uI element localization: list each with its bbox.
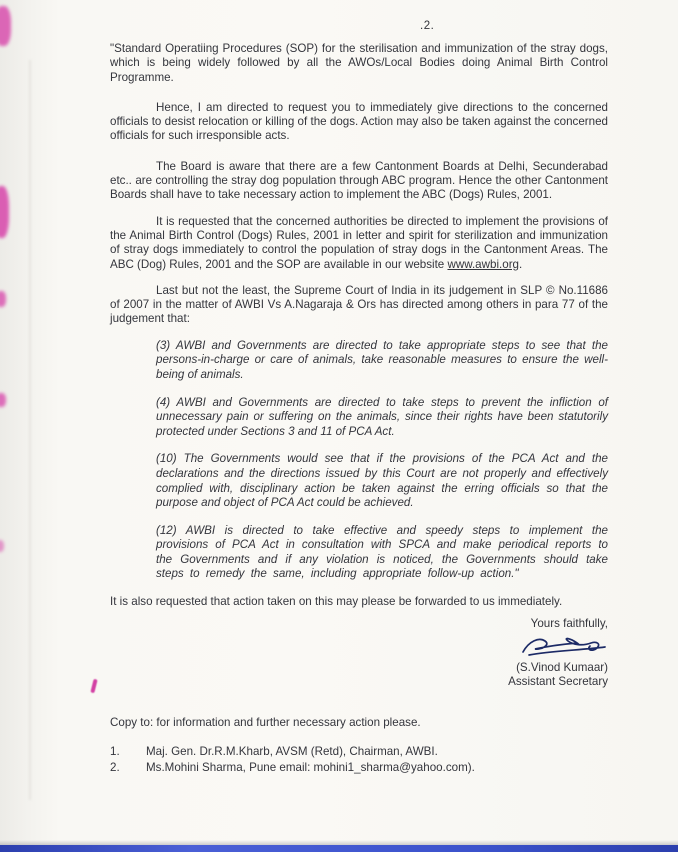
pink-pen-mark bbox=[90, 679, 97, 694]
quote-paragraph-12: (12) AWBI is directed to take effective and speedy steps to implement the provisions of PCA Act in consultation with SPCA and make periodical reports to the Governments and if any violation is noticed, the Governments should take steps to remedy the same, including appropriate follow-up action." bbox=[156, 523, 608, 581]
paragraph-sop: "Standard Operatiing Procedures (SOP) for the sterilisation and immunization of the stray dogs, which is being widely followed by all the AWOs/Local Bodies doing Animal Birth Control Programme. bbox=[110, 42, 608, 84]
pink-smudge-artifact bbox=[0, 186, 9, 238]
signatory-name: (S.Vinod Kumaar) bbox=[516, 660, 608, 674]
quote-paragraph-3: (3) AWBI and Governments are directed to take appropriate steps to see that the persons-in-charge or care of animals, take reasonable measures to ensure the well-being of animals. bbox=[156, 338, 608, 381]
scan-edge-line bbox=[29, 60, 31, 800]
paragraph-supreme-court: Last but not the least, the Supreme Court of India in its judgement in SLP © No.11686 of 2007 in the matter of AWBI Vs A.Nagaraja & Ors has directed among others in para 77 of the judgement that: bbox=[110, 283, 608, 326]
paragraph-abc-rules-text: It is requested that the concerned authorities be directed to implement the provisions of the Animal Birth Control (Dogs) Rules, 2001 in letter and spirit for sterilization and immunization of stray dogs immediately to control the population of stray dogs in the Cantonment Areas. The ABC (Dog) Rules, 2001 and the SOP are available in our website bbox=[110, 214, 608, 271]
signature-salutation: Yours faithfully, bbox=[530, 617, 608, 631]
page-number: .2. bbox=[420, 20, 435, 32]
copy-to-item-number: 1. bbox=[110, 745, 120, 759]
quote-paragraph-4: (4) AWBI and Governments are directed to take steps to prevent the infliction of unnecessary pain or suffering on the animals, since their rights have been statutorily protected under Sections 3 and 11 of PCA Act. bbox=[156, 395, 608, 438]
closing-request-line: It is also requested that action taken on this may please be forwarded to us immediately. bbox=[110, 595, 563, 609]
pink-smudge-artifact bbox=[0, 393, 6, 407]
pink-smudge-artifact bbox=[0, 291, 6, 307]
paragraph-abc-rules-period: . bbox=[519, 257, 523, 271]
paragraph-cantonment-boards: The Board is aware that there are a few Cantonment Boards at Delhi, Secunderabad etc.. are controlling the stray dog population through ABC program. Hence the other Cantonment Boards shall have to take necessary action to implement the ABC (Dogs) Rules, 2001. bbox=[110, 159, 608, 202]
scan-bottom-shadow bbox=[0, 840, 678, 845]
quote-paragraph-10: (10) The Governments would see that if the provisions of the PCA Act and the declarations and the directions issued by this Court are not properly and effectively complied with, disciplinary action be taken against the erring officials so that the purpose and object of PCA Act could be achieved. bbox=[156, 452, 608, 510]
signature-block bbox=[448, 617, 608, 690]
copy-to-item-text: Maj. Gen. Dr.R.M.Kharb, AVSM (Retd), Chairman, AWBI. bbox=[146, 745, 438, 759]
copy-to-item-2 bbox=[110, 760, 608, 776]
paragraph-directions: Hence, I am directed to request you to immediately give directions to the concerned officials to desist relocation or killing of the dogs. Action may also be taken against the concerned officials for such irresponsible acts. bbox=[110, 100, 608, 143]
website-link: www.awbi.org bbox=[447, 257, 520, 271]
pink-smudge-artifact bbox=[0, 6, 11, 46]
copy-to-item-1 bbox=[110, 744, 608, 760]
signatory-title: Assistant Secretary bbox=[508, 675, 608, 689]
scanner-edge-strip bbox=[0, 845, 678, 852]
letter-body bbox=[110, 42, 608, 776]
copy-to-item-text: Ms.Mohini Sharma, Pune email: mohini1_sharma@yahoo.com). bbox=[146, 761, 475, 775]
pink-smudge-artifact bbox=[0, 540, 4, 552]
copy-to-heading: Copy to: for information and further necessary action please. bbox=[110, 715, 421, 729]
handwritten-signature bbox=[520, 634, 608, 660]
copy-to-item-number: 2. bbox=[110, 761, 120, 775]
paragraph-abc-rules bbox=[110, 215, 608, 272]
